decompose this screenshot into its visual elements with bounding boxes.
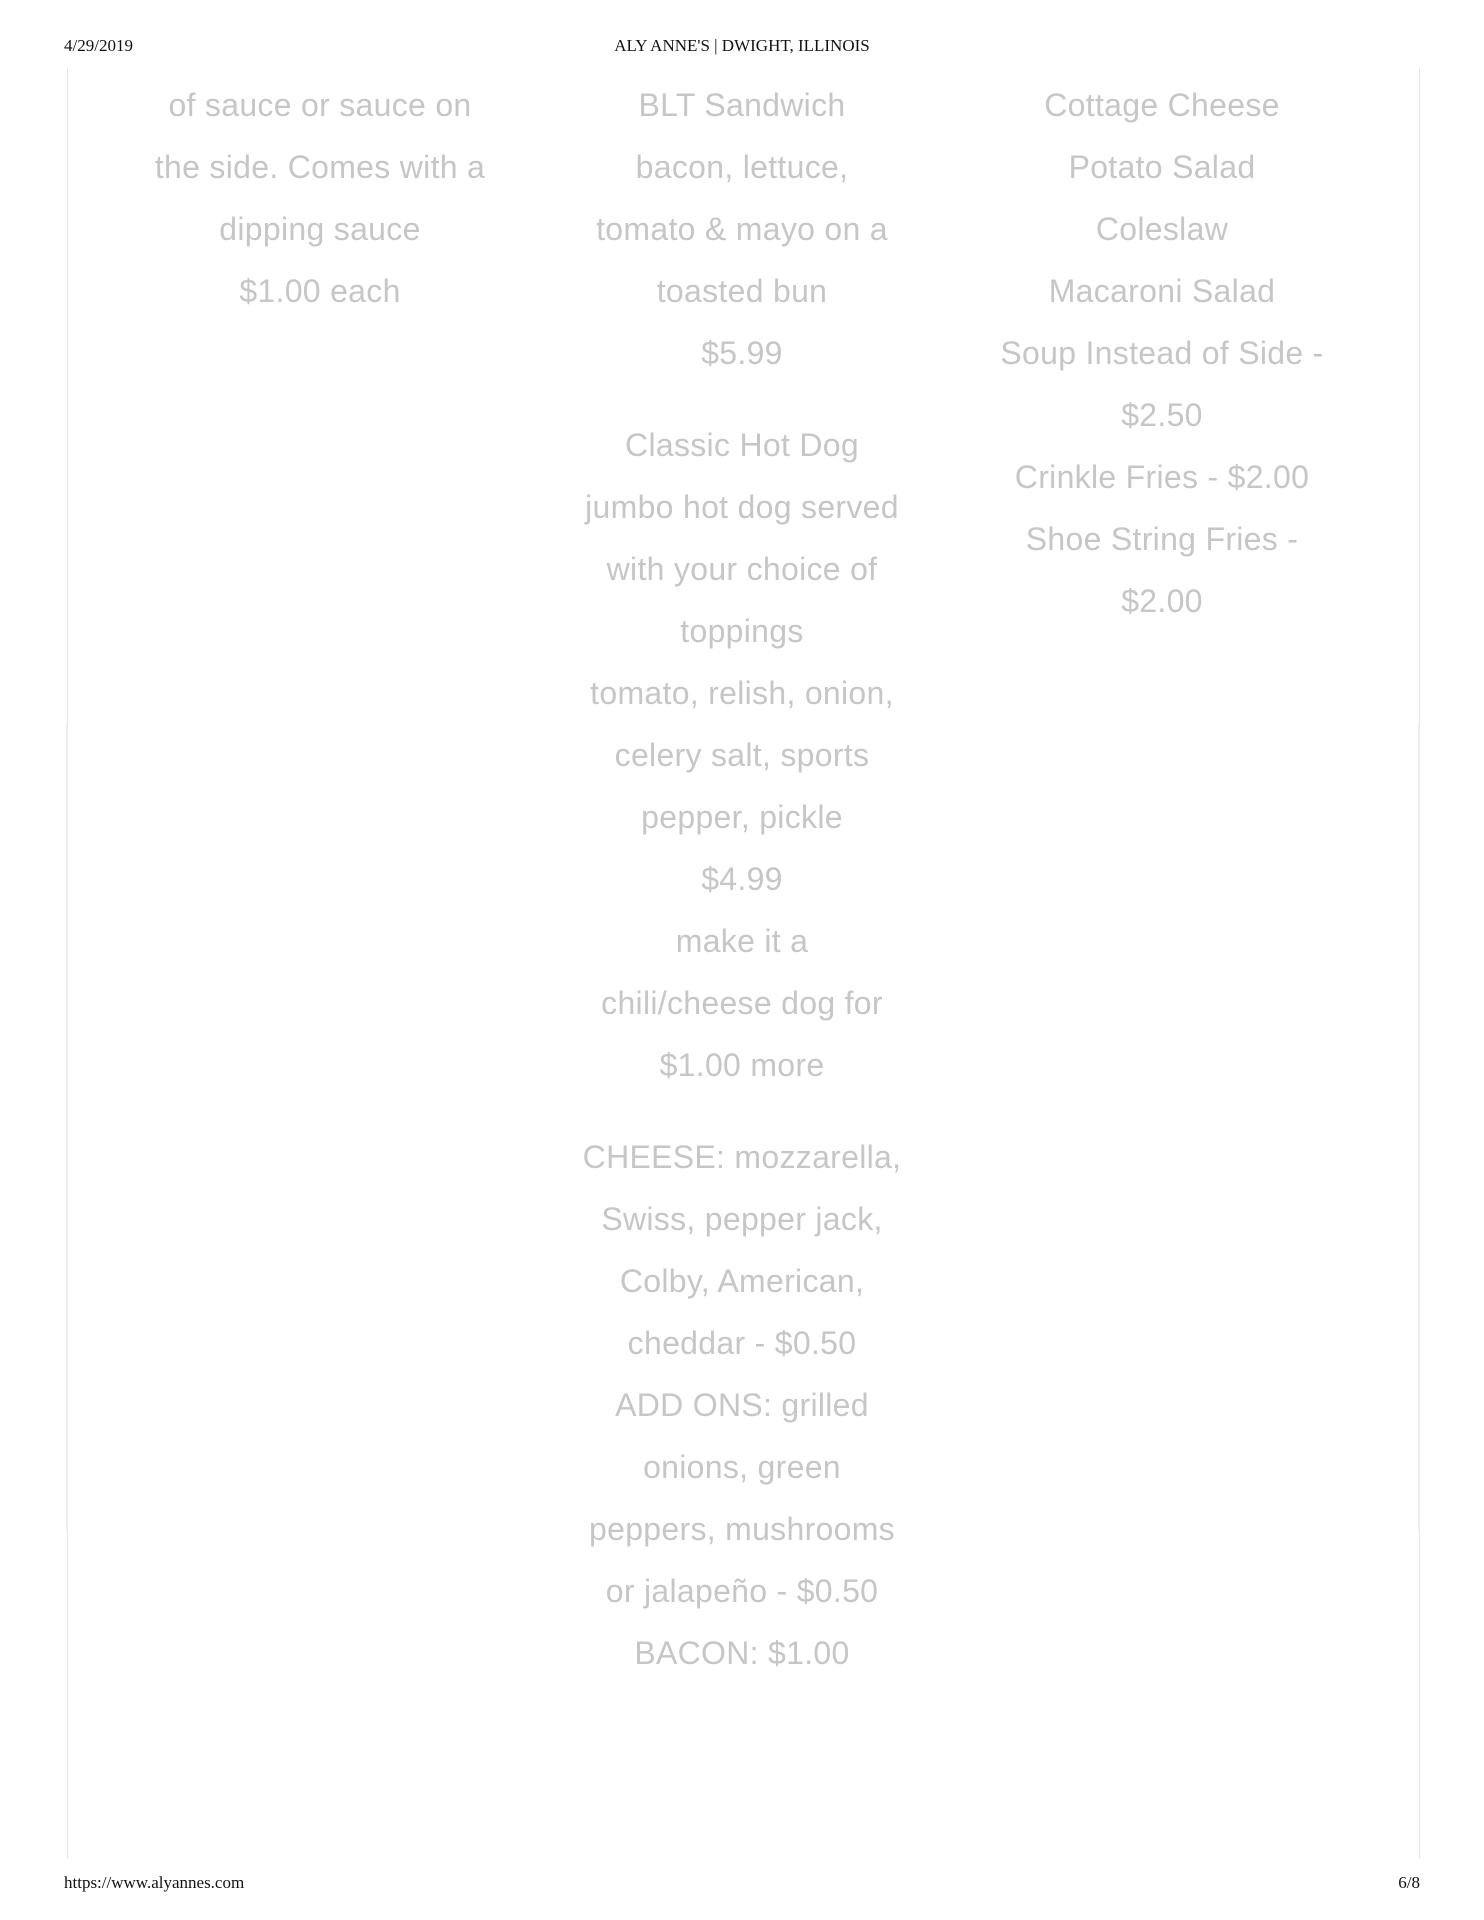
add-on-line: CHEESE: mozzarella, (582, 1139, 902, 1175)
print-footer (0, 1873, 1484, 1897)
blt-sandwich-item (540, 74, 944, 384)
add-on-line: ADD ONS: grilled (615, 1387, 869, 1423)
side-item: Soup Instead of Side - (1000, 335, 1324, 371)
side-item: Potato Salad (1068, 149, 1256, 185)
side-item: Cottage Cheese (1044, 87, 1280, 123)
side-item: Coleslaw (1095, 211, 1229, 247)
item-spacer (540, 1096, 944, 1126)
add-on-line: BACON: $1.00 (634, 1635, 850, 1671)
item-description: make it a (675, 923, 809, 959)
add-on-line: Swiss, pepper jack, (601, 1201, 883, 1237)
print-header (0, 36, 1484, 60)
item-description: toppings (680, 613, 804, 649)
page-url: https://www.alyannes.com (64, 1873, 245, 1892)
side-price: $2.50 (1121, 397, 1203, 433)
add-on-line: or jalapeño - $0.50 (605, 1573, 879, 1609)
menu-column-right (960, 74, 1364, 632)
content-border-right-segment (1418, 724, 1420, 1530)
add-on-line: cheddar - $0.50 (627, 1325, 857, 1361)
side-item: Crinkle Fries - $2.00 (1014, 459, 1310, 495)
menu-column-center (540, 74, 944, 1684)
content-border-left-segment (66, 724, 68, 1530)
page-title: ALY ANNE'S | DWIGHT, ILLINOIS (614, 36, 870, 55)
item-price: $5.99 (701, 335, 783, 371)
add-on-line: onions, green (643, 1449, 841, 1485)
menu-column-left (118, 74, 522, 322)
item-spacer (540, 384, 944, 414)
item-description: chili/cheese dog for (601, 985, 883, 1021)
item-description: pepper, pickle (641, 799, 843, 835)
side-item: Shoe String Fries - (1025, 521, 1299, 557)
item-name: Classic Hot Dog (625, 427, 859, 463)
side-item: Macaroni Salad (1048, 273, 1276, 309)
item-description: celery salt, sports (614, 737, 870, 773)
print-date: 4/29/2019 (64, 36, 133, 55)
item-name: BLT Sandwich (638, 87, 846, 123)
page-number: 6/8 (1398, 1873, 1420, 1892)
add-on-line: peppers, mushrooms (589, 1511, 895, 1547)
add-ons-list (540, 1126, 944, 1684)
item-price: $1.00 more (659, 1047, 825, 1083)
item-price: $4.99 (701, 861, 783, 897)
item-description: with your choice of (606, 551, 878, 587)
side-price: $2.00 (1121, 583, 1203, 619)
item-description: tomato & mayo on a (596, 211, 888, 247)
menu-line: of sauce or sauce on (168, 87, 472, 123)
menu-price: $1.00 each (239, 273, 401, 309)
item-description: toasted bun (656, 273, 828, 309)
item-description: jumbo hot dog served (585, 489, 899, 525)
item-description: tomato, relish, onion, (590, 675, 894, 711)
item-description: bacon, lettuce, (635, 149, 849, 185)
classic-hot-dog-item (540, 414, 944, 1096)
menu-line: the side. Comes with a (154, 149, 486, 185)
menu-line: dipping sauce (219, 211, 421, 247)
add-on-line: Colby, American, (619, 1263, 865, 1299)
